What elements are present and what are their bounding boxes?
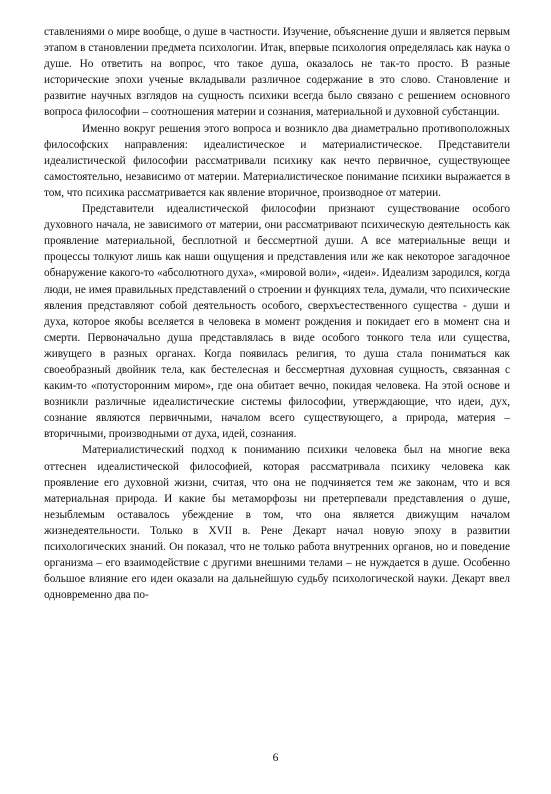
body-text [44,24,510,603]
paragraph: Материалистический подход к пониманию психики человека был на многие века оттеснен идеалистической философией, которая рассматривала психику человека как проявление его духовной жизни, считая, что она не подчиняется тем же законам, что и вся материальная природа. И какие бы метаморфозы ни претерпевали представления о душе, незыблемым оставалось убеждение в том, что она является движущим началом жизнедеятельности. Только в XVII в. Рене Декарт начал новую эпоху в развитии психологических знаний. Он показал, что не только работа внутренних органов, но и поведение организма – его взаимодействие с другими внешними телами – не нуждается в душе. Особенно большое влияние его идеи оказали на дальнейшую судьбу психологической науки. Декарт ввел одновременно два по- [44,444,510,602]
paragraph: ставлениями о мире вообще, о душе в частности. Изучение, объяснение души и является первым этапом в становлении предмета психологии. Итак, впервые психология определялась как наука о душе. Но ответить на вопрос, что такое душа, оказалось не так-то просто. В разные исторические эпохи ученые вкладывали различное содержание в это слово. Становление и развитие научных взглядов на сущность психики всегда было связано с решением основного вопроса философии – соотношения материи и сознания, материальной и духовной субстанции. [44,26,510,119]
paragraph: Именно вокруг решения этого вопроса и возникло два диаметрально противоположных философских направления: идеалистическое и материалистическое. Представители идеалистической философии рассматривали психику как нечто первичное, существующее самостоятельно, независимо от материи. Материалистическое понимание психики выражается в том, что психика рассматривается как явление вторичное, производное от материи. [44,122,510,199]
paragraph: Представители идеалистической философии признают существование особого духовного начала, не зависимого от материи, они рассматривают психическую деятельность как проявление материальной, бесплотной и бессмертной души. А все материальные вещи и процессы толкуют лишь как наши ощущения и представления или же как некоторое загадочное обнаружение какого-то «абсолютного духа», «мировой воли», «идеи». Идеализм зародился, когда люди, не имея правильных представлений о строении и функциях тела, думали, что психические явления представляют собой деятельность особого, сверхъестественного существа - души и духа, которое якобы вселяется в человека в момент рождения и покидает его в момент сна и смерти. Первоначально душа представлялась в виде особого тонкого тела или существа, живущего в разных органах. Когда появилась религия, то душа стала пониматься как своеобразный двойник тела, как бестелесная и бессмертная духовная сущность, связанная с каким-то «потусторонним миром», где она обитает вечно, покидая человека. На этой основе и возникли различные идеалистические системы философии, утверждающие, что идеи, дух, сознание являются первичными, началом всего существующего, а природа, материя – вторичными, производными от духа, идей, сознания. [44,203,510,441]
page-number: 6 [272,752,279,764]
